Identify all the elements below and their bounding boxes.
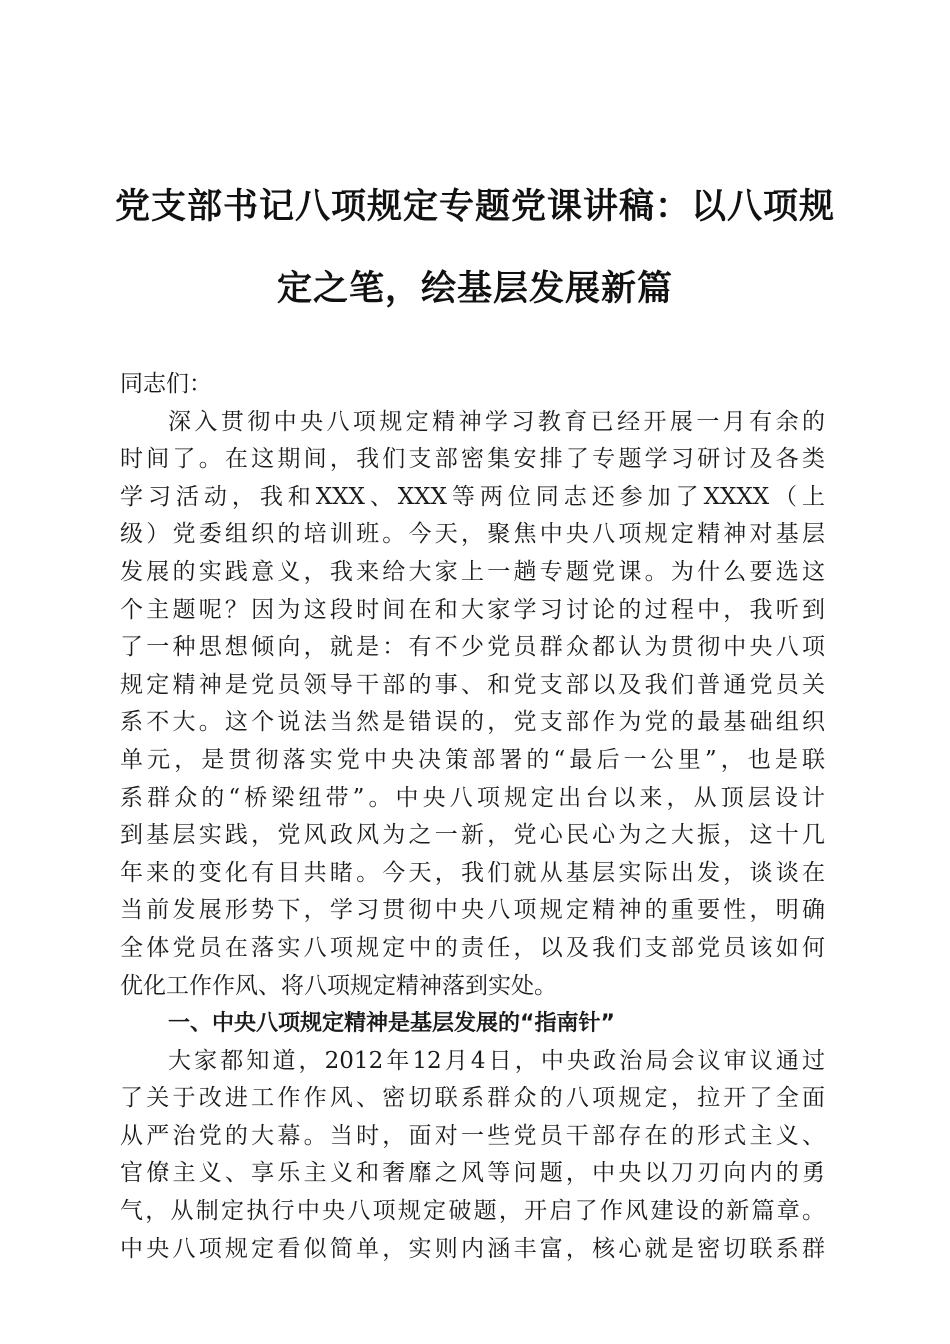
paragraph-line: 从严治党的大幕。当时，面对一些党员干部存在的形式主义、: [120, 1122, 825, 1149]
paragraph-line: 到基层实践，党风政风为之一新，党心民心为之大振，这十几: [120, 822, 825, 849]
title-line-1: 党支部书记八项规定专题党课讲稿：以八项规: [114, 186, 835, 227]
salutation: 同志们：: [120, 371, 212, 397]
paragraph-line: 中央八项规定看似简单，实则内涵丰富，核心就是密切联系群: [120, 1235, 825, 1262]
paragraph-line: 单元，是贯彻落实党中央决策部署的“最后一公里”，也是联: [120, 746, 825, 773]
title-line-2: 定之笔，绘基层发展新篇: [276, 268, 673, 309]
paragraph-2: [120, 1043, 825, 1269]
paragraph-line: 气，从制定执行中央八项规定破题，开启了作风建设的新篇章。: [120, 1198, 825, 1225]
paragraph-line: 学习活动，我和XXX、XXX等两位同志还参加了XXXX（上: [120, 483, 825, 510]
paragraph-line: 个主题呢？因为这段时间在和大家学习讨论的过程中，我听到: [120, 596, 825, 623]
document-title: [110, 166, 840, 330]
paragraph-line: 发展的实践意义，我来给大家上一趟专题党课。为什么要选这: [120, 558, 825, 585]
paragraph-line: 了一种思想倾向，就是：有不少党员群众都认为贯彻中央八项: [120, 634, 825, 661]
paragraph-line: 当前发展形势下，学习贯彻中央八项规定精神的重要性，明确: [120, 897, 825, 924]
paragraph-line: 大家都知道，2012年12月4日，中央政治局会议审议通过: [168, 1047, 825, 1074]
paragraph-line: 系群众的“桥梁纽带”。中央八项规定出台以来，从顶层设计: [120, 784, 825, 811]
paragraph-line: 优化工作作风、将八项规定精神落到实处。: [120, 972, 557, 999]
paragraph-line: 年来的变化有目共睹。今天，我们就从基层实际出发，谈谈在: [120, 859, 825, 886]
paragraph-line: 了关于改进工作作风、密切联系群众的八项规定，拉开了全面: [120, 1085, 825, 1112]
paragraph-line: 规定精神是党员领导干部的事、和党支部以及我们普通党员关: [120, 671, 825, 698]
paragraph-1: [120, 404, 825, 1006]
paragraph-line: 系不大。这个说法当然是错误的，党支部作为党的最基础组织: [120, 709, 825, 736]
section-heading-1: 一、中央八项规定精神是基层发展的“指南针”: [168, 1011, 615, 1037]
paragraph-line: 时间了。在这期间，我们支部密集安排了专题学习研讨及各类: [120, 446, 825, 473]
document-body: [120, 366, 825, 1268]
paragraph-line: 深入贯彻中央八项规定精神学习教育已经开展一月有余的: [168, 408, 825, 435]
paragraph-line: 全体党员在落实八项规定中的责任，以及我们支部党员该如何: [120, 934, 825, 961]
paragraph-line: 级）党委组织的培训班。今天，聚焦中央八项规定精神对基层: [120, 521, 825, 548]
paragraph-line: 官僚主义、享乐主义和奢靡之风等问题，中央以刀刃向内的勇: [120, 1160, 825, 1187]
